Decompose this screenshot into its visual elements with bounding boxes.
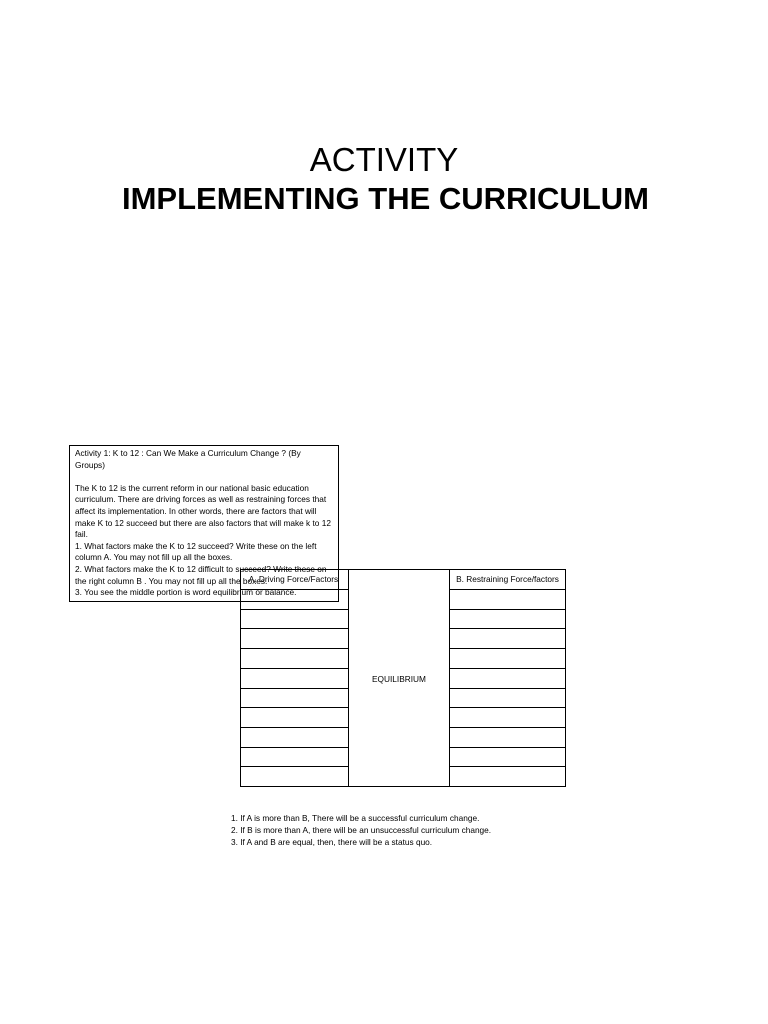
- row-divider: [450, 668, 565, 669]
- column-a-header: A. Driving Force/Factors: [248, 574, 339, 584]
- row-divider: [241, 727, 348, 728]
- outcome-item: 2. If B is more than A, there will be an unsuccessful curriculum change.: [231, 825, 492, 835]
- row-divider: [241, 648, 348, 649]
- outcome-item: 1. If A is more than B, There will be a successful curriculum change.: [231, 813, 480, 823]
- page-title: IMPLEMENTING THE CURRICULUM: [122, 181, 649, 216]
- activity-instructions-box: [69, 445, 339, 602]
- row-divider: [241, 766, 348, 767]
- row-divider: [241, 707, 348, 708]
- outcomes-list: [231, 812, 551, 848]
- instructions-step-2: 2. What factors make the K to 12 difficult to succeed? Write these on the right column B . You may not fill up all the boxes.: [75, 563, 327, 586]
- column-b-restraining-forces: [449, 569, 566, 787]
- row-divider: [450, 707, 565, 708]
- outcome-item: 3. If A and B are equal, then, there will be a status quo.: [231, 837, 433, 847]
- row-divider: [450, 648, 565, 649]
- row-divider: [241, 688, 348, 689]
- column-b-header: B. Restraining Force/factors: [456, 574, 559, 584]
- row-divider: [241, 668, 348, 669]
- row-divider: [241, 628, 348, 629]
- instructions-heading: Activity 1: K to 12 : Can We Make a Curriculum Change ? (By Groups): [75, 448, 301, 470]
- row-divider: [450, 628, 565, 629]
- row-divider: [450, 609, 565, 610]
- row-divider: [450, 589, 565, 590]
- row-divider: [241, 609, 348, 610]
- row-divider: [450, 727, 565, 728]
- row-divider: [450, 766, 565, 767]
- activity-label: ACTIVITY: [309, 141, 459, 178]
- instructions-step-3: 3. You see the middle portion is word equilibrium or balance.: [75, 587, 297, 598]
- row-divider: [450, 747, 565, 748]
- instructions-step-1: 1. What factors make the K to 12 succeed? Write these on the left column A. You may not fill up all the boxes.: [75, 540, 317, 563]
- equilibrium-column: [348, 569, 450, 787]
- equilibrium-label: EQUILIBRIUM: [372, 674, 426, 684]
- instructions-paragraph: The K to 12 is the current reform in our national basic education curriculum. There are driving forces as well as restraining forces that affect its implementation. In other words, there are factors that will make K to 12 succeed but there are also factors that will make k to 12 fail.: [75, 482, 331, 540]
- row-divider: [450, 688, 565, 689]
- row-divider: [241, 747, 348, 748]
